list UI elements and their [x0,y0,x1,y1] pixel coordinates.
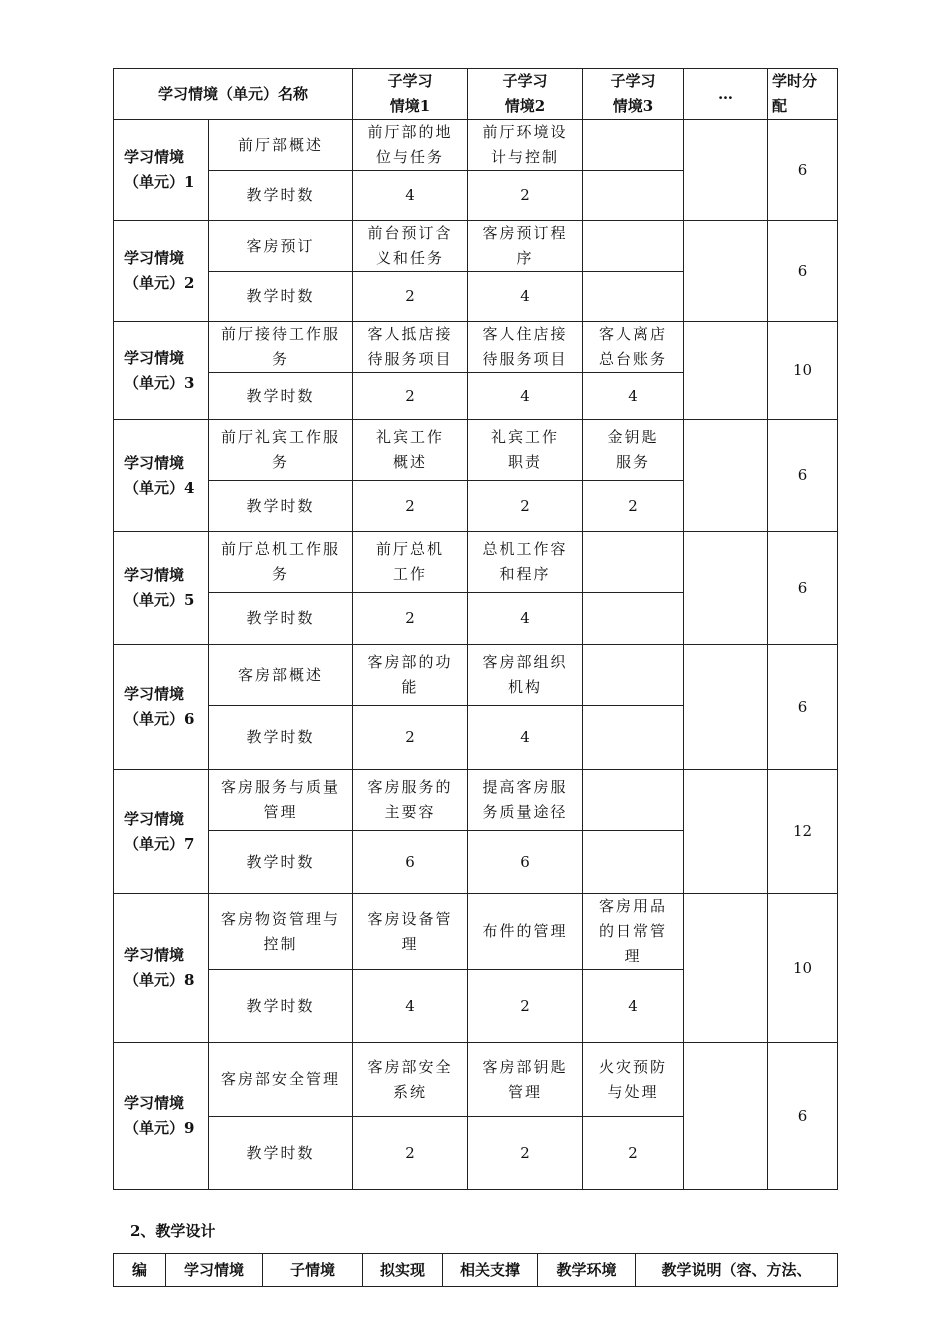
unit-label-line: （单元）8 [124,971,195,989]
etc-cell [684,322,768,420]
hours-sub-2: 2 [468,481,583,532]
sub-situation-1 [353,221,468,272]
header-sub1-line1: 子学习 [387,72,433,90]
unit-topic-line: 客房部概述 [238,665,324,684]
unit-topic-line: 客房部安全管理 [221,1070,341,1088]
sub-situation-1-line: 主要容 [384,803,436,821]
hours-sub-3: 4 [583,970,684,1043]
design-header-row [114,1254,838,1287]
sub-situation-1-line: 前厅总机 [376,540,445,558]
sub-situation-3 [583,532,684,593]
hours-sub-1: 2 [353,373,468,420]
sub-situation-3-line: 与处理 [607,1082,659,1101]
sub-situation-2 [468,645,583,706]
hours-sub-2: 2 [468,970,583,1043]
unit-topic-line: 管理 [263,803,298,821]
sub-situation-2-line: 客房部组织 [482,653,568,671]
sub-situation-1-line: 概述 [393,453,428,471]
design-header-cell: 相关支撑 [443,1254,538,1287]
sub-situation-1-line: 客房部的功 [367,653,453,671]
unit-topic-line: 前厅部概述 [238,135,324,154]
sub-situation-3-line: 服务 [616,453,651,471]
sub-situation-1-line: 客人抵店接 [367,325,453,343]
unit-topic-line: 务 [272,565,290,583]
unit-label [114,1043,209,1190]
unit-total-hours: 6 [768,420,838,532]
sub-situation-2 [468,532,583,593]
hours-sub-3 [583,593,684,645]
hours-sub-2: 4 [468,593,583,645]
unit-label-line: 学习情境 [124,566,185,584]
header-sub2-line1: 子学习 [502,72,548,90]
section-title: 2、教学设计 [130,1222,216,1240]
unit-label-line: （单元）4 [124,478,195,497]
design-header-cell: 学习情境 [166,1254,263,1287]
sub-situation-1 [353,532,468,593]
sub-situation-1 [353,420,468,481]
sub-situation-1 [353,322,468,373]
sub-situation-3-line: 金钥匙 [607,428,659,446]
unit-label-line: 学习情境 [124,1094,185,1112]
sub-situation-3 [583,120,684,171]
sub-situation-3-line: 理 [624,947,642,965]
header-sub3 [583,69,684,120]
sub-situation-2-line: 布件的管理 [482,922,568,940]
sub-situation-1 [353,770,468,831]
header-hours [768,69,838,120]
hours-sub-1: 4 [353,970,468,1043]
design-header-cell: 子情境 [263,1254,363,1287]
sub-situation-3-line: 的日常管 [599,922,668,940]
hours-sub-2: 6 [468,831,583,894]
sub-situation-3 [583,645,684,706]
hours-label: 教学时数 [209,706,353,770]
unit-label [114,645,209,770]
unit-label-line: 学习情境 [124,453,185,472]
unit-label [114,770,209,894]
sub-situation-2 [468,1043,583,1117]
etc-cell [684,420,768,532]
unit-topic [209,894,353,970]
sub-situation-2-line: 务质量途径 [482,803,568,821]
etc-cell [684,532,768,645]
hours-sub-2: 2 [468,171,583,221]
sub-situation-1-line: 前台预订含 [367,224,453,242]
sub-situation-1-line: 前厅部的地 [367,123,453,141]
unit-topic [209,221,353,272]
unit-topic [209,120,353,171]
hours-sub-1: 2 [353,1117,468,1190]
sub-situation-2-line: 客房部钥匙 [482,1057,568,1076]
sub-situation-3-line: 客房用品 [599,897,668,915]
hours-sub-2: 4 [468,373,583,420]
sub-situation-1-line: 义和任务 [376,249,445,267]
hours-sub-3: 2 [583,481,684,532]
unit-label [114,221,209,322]
hours-sub-1: 2 [353,706,468,770]
sub-situation-1-line: 礼宾工作 [376,428,445,446]
unit-topic-line: 前厅接待工作服 [221,325,341,343]
hours-sub-1: 2 [353,593,468,645]
hours-sub-1: 4 [353,171,468,221]
sub-situation-2 [468,770,583,831]
unit-label-line: （单元）9 [124,1119,195,1137]
unit-topic [209,322,353,373]
unit-topic-row [114,894,838,970]
sub-situation-1 [353,645,468,706]
sub-situation-1-line: 系统 [393,1082,428,1101]
sub-situation-1-line: 客房设备管 [367,909,453,928]
unit-total-hours: 6 [768,221,838,322]
unit-label [114,120,209,221]
hours-label: 教学时数 [209,593,353,645]
unit-topic-line: 务 [272,350,290,368]
sub-situation-2 [468,420,583,481]
unit-topic-row [114,645,838,706]
header-name: 学习情境（单元）名称 [114,69,353,120]
unit-topic-line: 前厅总机工作服 [221,540,341,558]
sub-situation-2 [468,322,583,373]
hours-label: 教学时数 [209,1117,353,1190]
unit-total-hours: 10 [768,322,838,420]
unit-topic [209,645,353,706]
header-etc: … [684,69,768,120]
sub-situation-3 [583,420,684,481]
hours-sub-2: 4 [468,272,583,322]
header-sub2 [468,69,583,120]
unit-topic-row [114,420,838,481]
sub-situation-2-line: 待服务项目 [482,350,568,368]
hours-sub-1: 2 [353,481,468,532]
header-sub3-line2: 情境3 [612,97,654,115]
unit-topic-line: 控制 [263,934,298,953]
header-sub1-line2: 情境1 [389,97,431,115]
hours-label: 教学时数 [209,481,353,532]
sub-situation-1-line: 工作 [393,565,428,583]
hours-sub-3: 4 [583,373,684,420]
sub-situation-2-line: 提高客房服 [482,778,568,796]
unit-label-line: （单元）5 [124,591,195,609]
unit-total-hours: 6 [768,120,838,221]
unit-label-line: 学习情境 [124,946,185,964]
unit-label-line: 学习情境 [124,348,185,367]
unit-label-line: （单元）2 [124,274,195,292]
sub-situation-3 [583,322,684,373]
sub-situation-2-line: 管理 [508,1082,543,1101]
sub-situation-2-line: 客房预订程 [482,224,568,242]
hours-sub-1: 6 [353,831,468,894]
sub-situation-3 [583,894,684,970]
sub-situation-3-line: 总台账务 [599,350,668,368]
unit-topic-line: 前厅礼宾工作服 [221,428,341,446]
unit-topic-line: 客房预订 [246,236,315,255]
hours-sub-3 [583,272,684,322]
etc-cell [684,120,768,221]
unit-label-line: （单元）1 [124,173,195,191]
sub-situation-2-line: 客人住店接 [482,325,568,343]
sub-situation-3-line: 火灾预防 [599,1057,668,1076]
sub-situation-1 [353,894,468,970]
table-body [114,69,838,1190]
hours-sub-3: 2 [583,1117,684,1190]
unit-label [114,532,209,645]
unit-label [114,322,209,420]
unit-total-hours: 12 [768,770,838,894]
unit-topic-line: 客房物资管理与 [221,909,341,928]
unit-label-line: （单元）3 [124,373,195,392]
learning-situation-table [113,68,838,1190]
unit-total-hours: 6 [768,645,838,770]
hours-label: 教学时数 [209,831,353,894]
unit-topic-row [114,221,838,272]
unit-label-line: 学习情境 [124,249,185,267]
unit-topic [209,1043,353,1117]
sub-situation-2-line: 序 [516,249,534,267]
hours-label: 教学时数 [209,373,353,420]
design-header-cell: 教学环境 [538,1254,636,1287]
sub-situation-1-line: 能 [401,678,419,696]
unit-topic-row [114,322,838,373]
sub-situation-3-line: 客人离店 [599,325,668,343]
sub-situation-2-line: 和程序 [499,565,551,583]
teaching-design-table [113,1253,838,1287]
unit-topic [209,770,353,831]
header-sub2-line2: 情境2 [504,97,546,115]
sub-situation-3 [583,1043,684,1117]
sub-situation-1 [353,120,468,171]
hours-label: 教学时数 [209,272,353,322]
unit-label-line: 学习情境 [124,148,185,166]
hours-sub-3 [583,706,684,770]
unit-label-line: （单元）6 [124,710,195,728]
unit-topic-line: 客房服务与质量 [221,778,341,796]
sub-situation-2-line: 礼宾工作 [491,428,560,446]
unit-total-hours: 10 [768,894,838,1043]
sub-situation-1-line: 客房部安全 [367,1057,453,1076]
unit-topic-row [114,120,838,171]
sub-situation-1-line: 客房服务的 [367,778,453,796]
sub-situation-2 [468,120,583,171]
etc-cell [684,221,768,322]
sub-situation-2 [468,221,583,272]
sub-situation-3 [583,770,684,831]
hours-sub-3 [583,171,684,221]
header-hours-line1: 学时分 [772,72,818,90]
sub-situation-3 [583,221,684,272]
hours-sub-3 [583,831,684,894]
unit-topic [209,420,353,481]
sub-situation-2-line: 总机工作容 [482,540,568,558]
hours-sub-1: 2 [353,272,468,322]
unit-topic-row [114,1043,838,1117]
hours-label: 教学时数 [209,970,353,1043]
design-header-cell: 拟实现 [363,1254,443,1287]
unit-label-line: 学习情境 [124,685,185,703]
design-header-cell: 编 [114,1254,166,1287]
sub-situation-2-line: 计与控制 [491,148,560,166]
sub-situation-2-line: 职责 [508,453,543,471]
etc-cell [684,645,768,770]
etc-cell [684,894,768,1043]
sub-situation-1-line: 待服务项目 [367,350,453,368]
hours-sub-2: 2 [468,1117,583,1190]
unit-label [114,894,209,1043]
unit-total-hours: 6 [768,532,838,645]
header-sub3-line1: 子学习 [610,72,656,90]
header-sub1 [353,69,468,120]
etc-cell [684,770,768,894]
hours-label: 教学时数 [209,171,353,221]
sub-situation-2-line: 机构 [508,678,543,696]
sub-situation-1 [353,1043,468,1117]
unit-label [114,420,209,532]
unit-topic-row [114,532,838,593]
sub-situation-2-line: 前厅环境设 [482,123,568,141]
design-header-cell: 教学说明（容、方法、 [636,1254,838,1287]
hours-sub-2: 4 [468,706,583,770]
unit-topic-line: 务 [272,453,290,471]
sub-situation-2 [468,894,583,970]
sub-situation-1-line: 理 [401,934,419,953]
unit-topic [209,532,353,593]
sub-situation-1-line: 位与任务 [376,148,445,166]
header-hours-line2: 配 [772,97,788,115]
unit-label-line: （单元）7 [124,834,195,853]
table-header-row [114,69,838,120]
unit-label-line: 学习情境 [124,809,185,828]
unit-total-hours: 6 [768,1043,838,1190]
etc-cell [684,1043,768,1190]
unit-topic-row [114,770,838,831]
